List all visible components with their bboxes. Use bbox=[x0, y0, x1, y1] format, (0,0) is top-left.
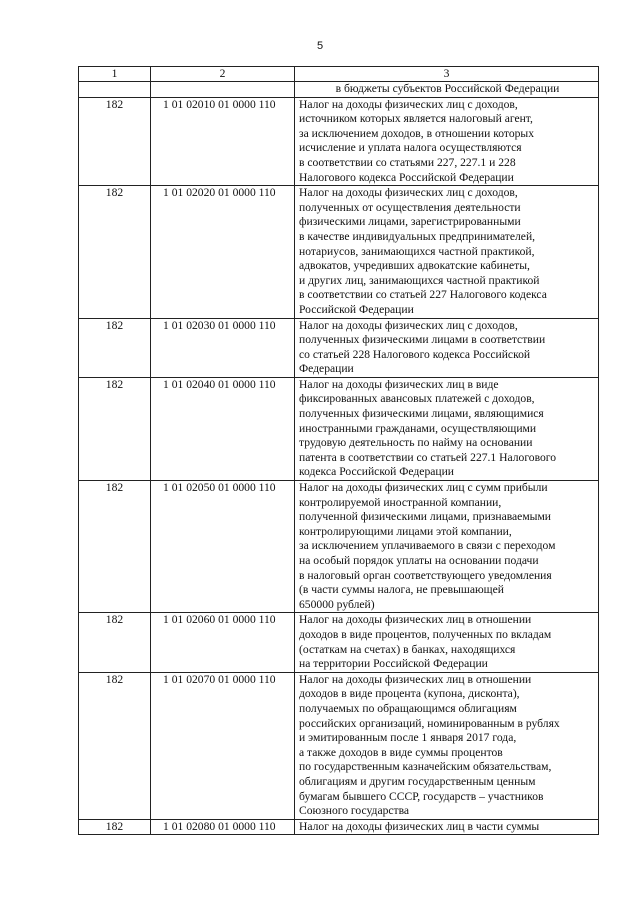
admin-code-cell: 182 bbox=[79, 377, 151, 480]
description-line: получаемых по обращающимся облигациям bbox=[299, 701, 517, 715]
description-line: на территории Российской Федерации bbox=[299, 657, 488, 671]
table-row bbox=[79, 819, 599, 835]
description-line: адвокатов, учредивших адвокатские кабинеты, bbox=[299, 259, 530, 273]
table-row bbox=[79, 318, 599, 377]
income-description-cell bbox=[295, 377, 599, 480]
description-line: Налогового кодекса Российской Федерации bbox=[299, 170, 514, 184]
empty-cell bbox=[79, 82, 151, 98]
admin-code-cell: 182 bbox=[79, 672, 151, 819]
description-line: Налог на доходы физических лиц в части суммы bbox=[299, 819, 540, 833]
description-line: и эмитированным после 1 января 2017 года, bbox=[299, 731, 517, 745]
income-description-cell bbox=[295, 97, 599, 186]
empty-cell bbox=[151, 82, 295, 98]
admin-code-cell: 182 bbox=[79, 318, 151, 377]
budget-classification-code-cell: 1 01 02060 01 0000 110 bbox=[151, 613, 295, 672]
admin-code-cell: 182 bbox=[79, 613, 151, 672]
description-line: Союзного государства bbox=[299, 804, 410, 818]
description-line: облигациям и другим государственным ценным bbox=[299, 774, 536, 788]
description-line: полученных физическими лицами, являющимися bbox=[299, 407, 544, 421]
continuation-text: в бюджеты субъектов Российской Федерации bbox=[295, 82, 599, 98]
description-line: Российской Федерации bbox=[299, 302, 414, 316]
budget-classification-code-cell: 1 01 02010 01 0000 110 bbox=[151, 97, 295, 186]
description-line: фиксированных авансовых платежей с доходов, bbox=[299, 392, 535, 406]
description-line: контролируемой иностранной компании, bbox=[299, 495, 502, 509]
description-line: за исключением уплачиваемого в связи с переходом bbox=[299, 539, 556, 553]
description-line: Налог на доходы физических лиц в отношении bbox=[299, 672, 532, 686]
budget-classification-code-cell: 1 01 02040 01 0000 110 bbox=[151, 377, 295, 480]
income-description-cell bbox=[295, 672, 599, 819]
table-header bbox=[79, 67, 599, 82]
description-line: Налог на доходы физических лиц с доходов, bbox=[299, 97, 518, 111]
continuation-row bbox=[79, 82, 599, 98]
description-line: источником которых является налоговый агент, bbox=[299, 112, 533, 126]
description-line: а также доходов в виде суммы процентов bbox=[299, 745, 503, 759]
description-line: в соответствии со статьями 227, 227.1 и 228 bbox=[299, 155, 516, 169]
description-line: за исключением доходов, в отношении которых bbox=[299, 126, 535, 140]
description-line: кодекса Российской Федерации bbox=[299, 465, 455, 479]
table-row bbox=[79, 481, 599, 613]
description-line: в качестве индивидуальных предпринимателей, bbox=[299, 229, 536, 243]
table-row bbox=[79, 613, 599, 672]
column-header-2: 2 bbox=[151, 67, 295, 82]
table-row bbox=[79, 377, 599, 480]
description-line: со статьей 228 Налогового кодекса Российской bbox=[299, 347, 531, 361]
income-description-cell bbox=[295, 819, 599, 835]
description-line: по государственным казначейским обязательствам, bbox=[299, 760, 552, 774]
description-line: патента в соответствии со статьей 227.1 Налогового bbox=[299, 450, 557, 464]
description-line: Налог на доходы физических лиц с доходов, bbox=[299, 186, 518, 200]
description-line: 650000 рублей) bbox=[299, 597, 375, 611]
description-line: полученных физическими лицами в соответствии bbox=[299, 333, 546, 347]
description-line: на особый порядок уплаты на основании подачи bbox=[299, 554, 539, 567]
budget-classification-code-cell: 1 01 02070 01 0000 110 bbox=[151, 672, 295, 819]
description-line: и других лиц, занимающихся частной практикой bbox=[299, 273, 540, 287]
description-line: физическими лицами, зарегистрированными bbox=[299, 215, 521, 229]
description-line: доходов в виде процентов, полученных по вкладам bbox=[299, 627, 552, 641]
admin-code-cell: 182 bbox=[79, 97, 151, 186]
description-line: российских организаций, номинированным в рублях bbox=[299, 716, 560, 730]
table-row bbox=[79, 672, 599, 819]
description-line: нотариусов, занимающихся частной практикой, bbox=[299, 244, 535, 258]
description-line: трудовую деятельность по найму на основании bbox=[299, 436, 533, 450]
description-line: Налог на доходы физических лиц с доходов, bbox=[299, 318, 518, 332]
description-line: в налоговый орган соответствующего уведомления bbox=[299, 568, 552, 582]
table-row bbox=[79, 97, 599, 186]
page-number: 5 bbox=[316, 40, 324, 52]
description-line: (остаткам на счетах) в банках, находящихся bbox=[299, 642, 516, 656]
description-line: исчисление и уплата налога осуществляются bbox=[299, 141, 522, 155]
budget-classification-code-cell: 1 01 02030 01 0000 110 bbox=[151, 318, 295, 377]
budget-codes-table bbox=[78, 66, 599, 835]
budget-classification-code-cell: 1 01 02020 01 0000 110 bbox=[151, 186, 295, 318]
description-line: контролирующими лицами этой компании, bbox=[299, 524, 512, 538]
income-description-cell bbox=[295, 318, 599, 377]
description-line: (в части суммы налога, не превышающей bbox=[299, 583, 504, 597]
description-line: в соответствии со статьей 227 Налогового кодекса bbox=[299, 288, 547, 302]
description-line: доходов в виде процента (купона, дисконта), bbox=[299, 687, 520, 701]
income-description-cell bbox=[295, 186, 599, 318]
budget-classification-code-cell: 1 01 02050 01 0000 110 bbox=[151, 481, 295, 613]
income-description-cell bbox=[295, 613, 599, 672]
description-line: Налог на доходы физических лиц в виде bbox=[299, 377, 499, 391]
description-line: полученной физическими лицами, признаваемыми bbox=[299, 510, 551, 524]
description-line: Федерации bbox=[299, 362, 354, 376]
column-header-1: 1 bbox=[79, 67, 151, 82]
admin-code-cell: 182 bbox=[79, 819, 151, 835]
description-line: полученных от осуществления деятельности bbox=[299, 200, 521, 214]
description-line: иностранными гражданами, осуществляющими bbox=[299, 421, 537, 435]
budget-classification-code-cell: 1 01 02080 01 0000 110 bbox=[151, 819, 295, 835]
admin-code-cell: 182 bbox=[79, 186, 151, 318]
description-line: бумагам бывшего СССР, государств – участников bbox=[299, 789, 544, 803]
table-row bbox=[79, 186, 599, 318]
description-line: Налог на доходы физических лиц с сумм прибыли bbox=[299, 481, 548, 495]
income-description-cell bbox=[295, 481, 599, 613]
column-header-3: 3 bbox=[295, 67, 599, 82]
description-line: Налог на доходы физических лиц в отношении bbox=[299, 613, 532, 627]
admin-code-cell: 182 bbox=[79, 481, 151, 613]
